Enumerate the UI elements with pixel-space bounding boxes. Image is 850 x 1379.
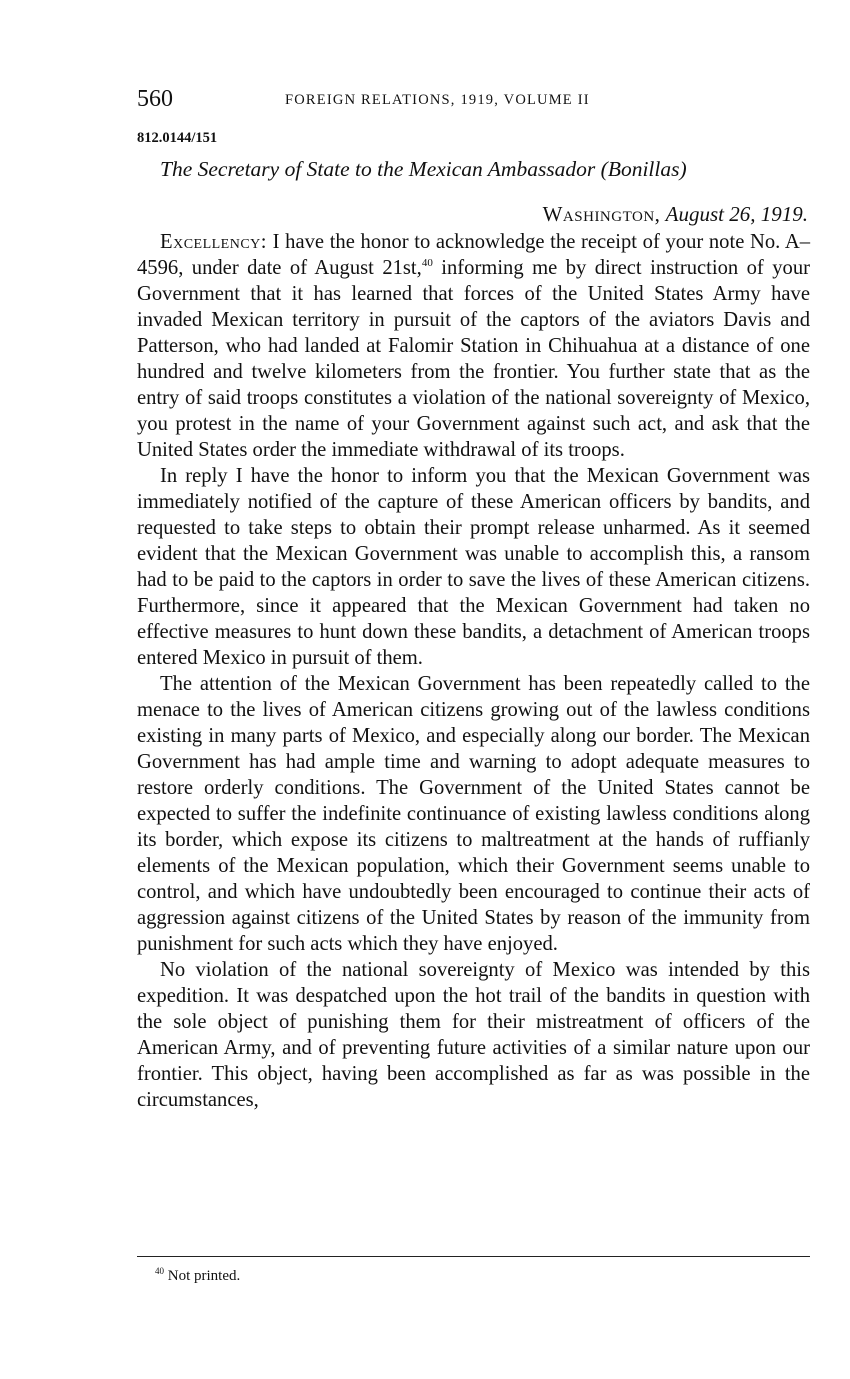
- paragraph-1-text-b: informing me by direct instruction of your Government that it has learned that forces of the United States Army have invaded Mexican territory in pursuit of the captors of the aviators Davis and Patterson, who had landed at Falomir Station in Chihuahua at a distance of one hundred and twelve kilometers from the frontier. You further state that as the entry of said troops constitutes a violation of the national sovereignty of Mexico, you protest in the name of your Government against such act, and ask that the United States order the immediate withdrawal of its troops.: [137, 257, 810, 461]
- paragraph-1-text-a: I have the honor to acknowledge the receipt of your note No. A–4596, under date of August 21st,: [137, 231, 810, 279]
- footnote-reference: 40: [421, 257, 433, 270]
- footnote-marker: 40: [155, 1266, 164, 1276]
- dateline-place: Washington,: [542, 202, 661, 226]
- paragraph-1: [137, 229, 810, 463]
- paragraph-2: In reply I have the honor to inform you that the Mexican Government was immediately notified of the capture of these American officers by bandits, and requested to take steps to obtain their prompt release unharmed. As it seemed evident that the Mexican Government was unable to accomplish this, a ransom had to be paid to the captors in order to save the lives of these American citizens. Furthermore, since it appeared that the Mexican Government had taken no effective measures to hunt down these bandits, a detachment of American troops entered Mexico in pursuit of them.: [137, 465, 810, 669]
- document-title: The Secretary of State to the Mexican Ambassador (Bonillas): [160, 157, 687, 181]
- dateline: [543, 202, 808, 227]
- footnote-divider: [137, 1256, 810, 1257]
- footnote: [155, 1266, 240, 1285]
- salutation: Excellency:: [160, 231, 268, 253]
- running-header: [137, 86, 810, 116]
- letter-body: [137, 229, 810, 1113]
- paragraph-3: The attention of the Mexican Government has been repeatedly called to the menace to the lives of American citizens growing out of the lawless conditions existing in many parts of Mexico, and especially along our border. The Mexican Government has had ample time and warning to adopt adequate measures to restore orderly conditions. The Government of the United States cannot be expected to suffer the indefinite continuance of existing lawless conditions along its border, which expose its citizens to maltreatment at the hands of ruffianly elements of the Mexican population, which their Government seems unable to control, and which have undoubtedly been encouraged to continue their acts of aggression against citizens of the United States by reason of the immunity from punishment for such acts which they have enjoyed.: [137, 673, 810, 955]
- page-number: 560: [137, 86, 173, 112]
- dateline-date: August 26, 1919.: [665, 202, 808, 226]
- footnote-text: Not printed.: [167, 1268, 241, 1284]
- file-number: 812.0144/151: [137, 130, 218, 146]
- paragraph-4: No violation of the national sovereignty of Mexico was intended by this expedition. It was despatched upon the hot trail of the bandits in question with the sole object of punishing them for their mistreatment of officers of the American Army, and of preventing future activities of a similar nature upon our frontier. This object, having been accomplished as far as was possible in the circumstances,: [137, 959, 810, 1111]
- running-head: FOREIGN RELATIONS, 1919, VOLUME II: [285, 92, 590, 108]
